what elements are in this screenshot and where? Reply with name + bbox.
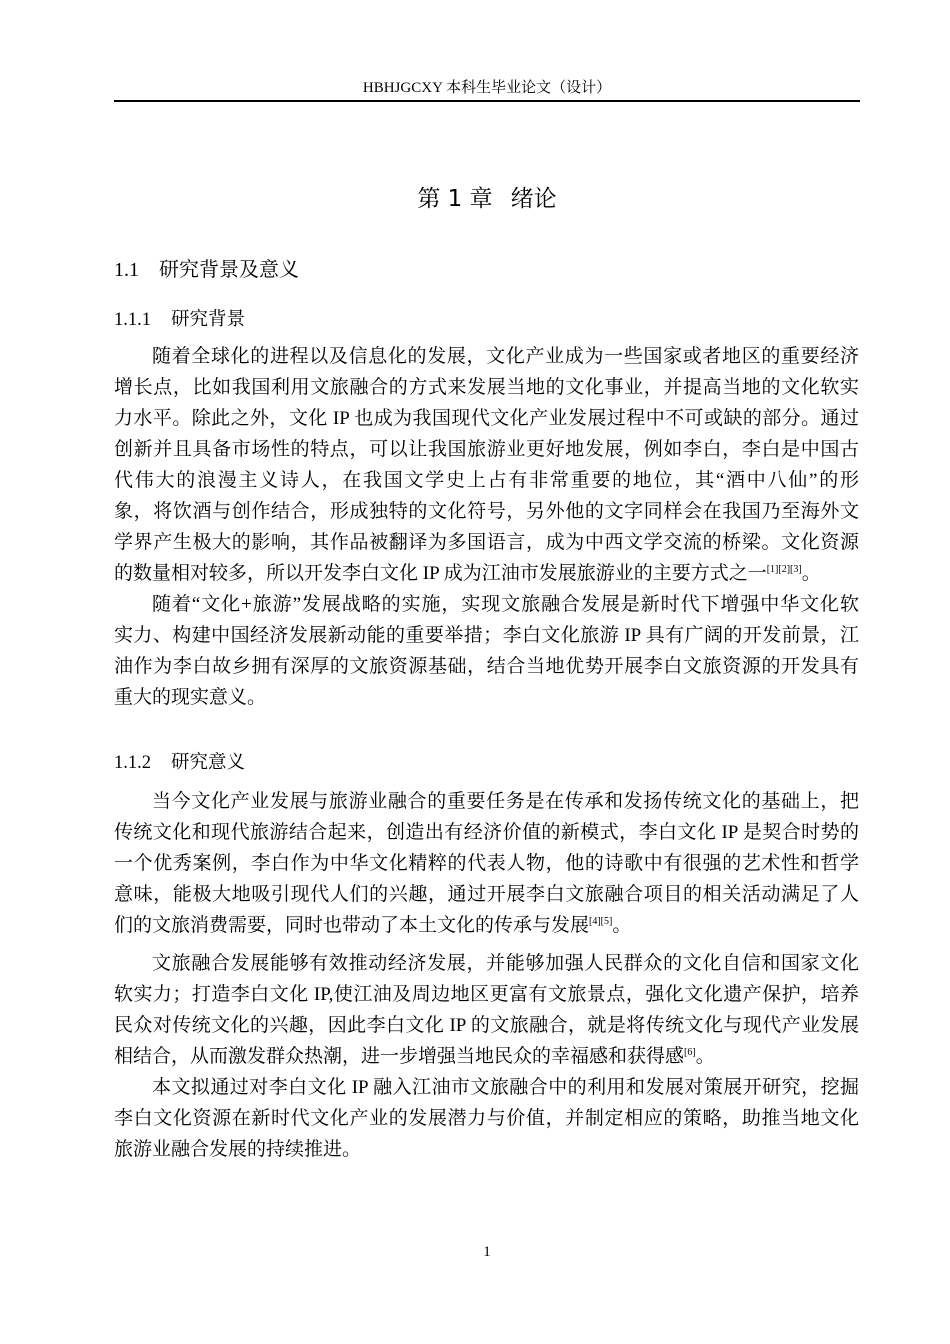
citation: [1][2][3]: [766, 564, 802, 575]
section-heading-1-1: [114, 253, 299, 282]
section-title: 研究背景: [171, 309, 246, 330]
citation: [4][5]: [589, 916, 613, 927]
text-line: 学界产生极大的影响，其作品被翻译为多国语言，成为中西文学交流的桥梁。文化资源: [114, 532, 859, 553]
running-header: HBHJGCXY 本科生毕业论文（设计）: [362, 80, 612, 96]
text-line: 软实力；打造李白文化 IP,使江油及周边地区更富有文旅景点，强化文化遗产保护，培养: [114, 984, 859, 1005]
section-number: 1.1: [114, 259, 139, 281]
section-number: 1.1.2: [114, 753, 151, 773]
text-line: 当今文化产业发展与旅游业融合的重要任务是在传承和发扬传统文化的基础上，把: [152, 791, 859, 812]
text-line: 旅游业融合发展的持续推进。: [114, 1139, 362, 1160]
section-heading-1-1-1: [114, 305, 245, 331]
header-rule: [114, 100, 860, 102]
section-heading-1-1-2: [114, 748, 245, 774]
text-line: 一个优秀案例，李白作为中华文化精粹的代表人物，他的诗歌中有很强的艺术性和哲学: [114, 853, 859, 874]
text-line: 民众对传统文化的兴趣，因此李白文化 IP 的文旅融合，就是将传统文化与现代产业发展: [114, 1015, 859, 1036]
text-line: 油作为李白故乡拥有深厚的文旅资源基础，结合当地优势开展李白文旅资源的开发具有: [114, 656, 859, 677]
text-line: 随着全球化的进程以及信息化的发展，文化产业成为一些国家或者地区的重要经济: [152, 346, 859, 367]
text-line: 文旅融合发展能够有效推动经济发展，并能够加强人民群众的文化自信和国家文化: [152, 953, 859, 974]
text-line: 传统文化和现代旅游结合起来，创造出有经济价值的新模式，李白文化 IP 是契合时势的: [114, 822, 859, 843]
text-line: 实力、构建中国经济发展新动能的重要举措；李白文化旅游 IP 具有广阔的开发前景，江: [114, 625, 859, 646]
line-text: 们的文旅消费需要，同时也带动了本土文化的传承与发展: [114, 915, 590, 936]
punctuation: 。: [612, 915, 632, 936]
text-line: [114, 910, 859, 941]
paragraph-2: [114, 589, 859, 713]
text-line: [114, 558, 859, 589]
text-line: 本文拟通过对李白文化 IP 融入江油市文旅融合中的利用和发展对策展开研究，挖掘: [152, 1077, 859, 1098]
text-line: [114, 1041, 859, 1072]
text-line: 重大的现实意义。: [114, 687, 267, 708]
text-line: 李白文化资源在新时代文化产业的发展潜力与价值，并制定相应的策略，助推当地文化: [114, 1108, 859, 1129]
chapter-name: 绪论: [510, 186, 557, 212]
line-text: 相结合，从而激发群众热潮，进一步增强当地民众的幸福感和获得感: [114, 1046, 685, 1067]
punctuation: 。: [801, 563, 821, 584]
page-number: 1: [483, 1244, 491, 1260]
chapter-number: 第 1 章: [417, 186, 493, 212]
text-line: 创新并且具备市场性的特点，可以让我国旅游业更好地发展，例如李白，李白是中国古: [114, 439, 859, 460]
citation: [6]: [684, 1047, 696, 1058]
paragraph-5: [114, 1072, 859, 1165]
punctuation: 。: [695, 1046, 715, 1067]
text-line: 随着“文化+旅游”发展战略的实施，实现文旅融合发展是新时代下增强中华文化软: [152, 594, 859, 615]
section-title: 研究意义: [171, 752, 246, 773]
line-text: 的数量相对较多，所以开发李白文化 IP 成为江油市发展旅游业的主要方式之一: [114, 563, 767, 584]
section-number: 1.1.1: [114, 310, 151, 330]
paragraph-3: [114, 786, 859, 941]
paragraph-1: [114, 341, 859, 589]
section-title: 研究背景及意义: [159, 257, 299, 281]
text-line: 意味，能极大地吸引现代人们的兴趣，通过开展李白文旅融合项目的相关活动满足了人: [114, 884, 859, 905]
chapter-title: [114, 180, 860, 213]
text-line: 代伟大的浪漫主义诗人，在我国文学史上占有非常重要的地位，其“酒中八仙”的形: [114, 470, 859, 491]
paragraph-4: [114, 948, 859, 1072]
text-line: 增长点，比如我国利用文旅融合的方式来发展当地的文化事业，并提高当地的文化软实: [114, 377, 859, 398]
text-line: 象，将饮酒与创作结合，形成独特的文化符号，另外他的文字同样会在我国乃至海外文: [114, 501, 859, 522]
text-line: 力水平。除此之外，文化 IP 也成为我国现代文化产业发展过程中不可或缺的部分。通过: [114, 408, 859, 429]
